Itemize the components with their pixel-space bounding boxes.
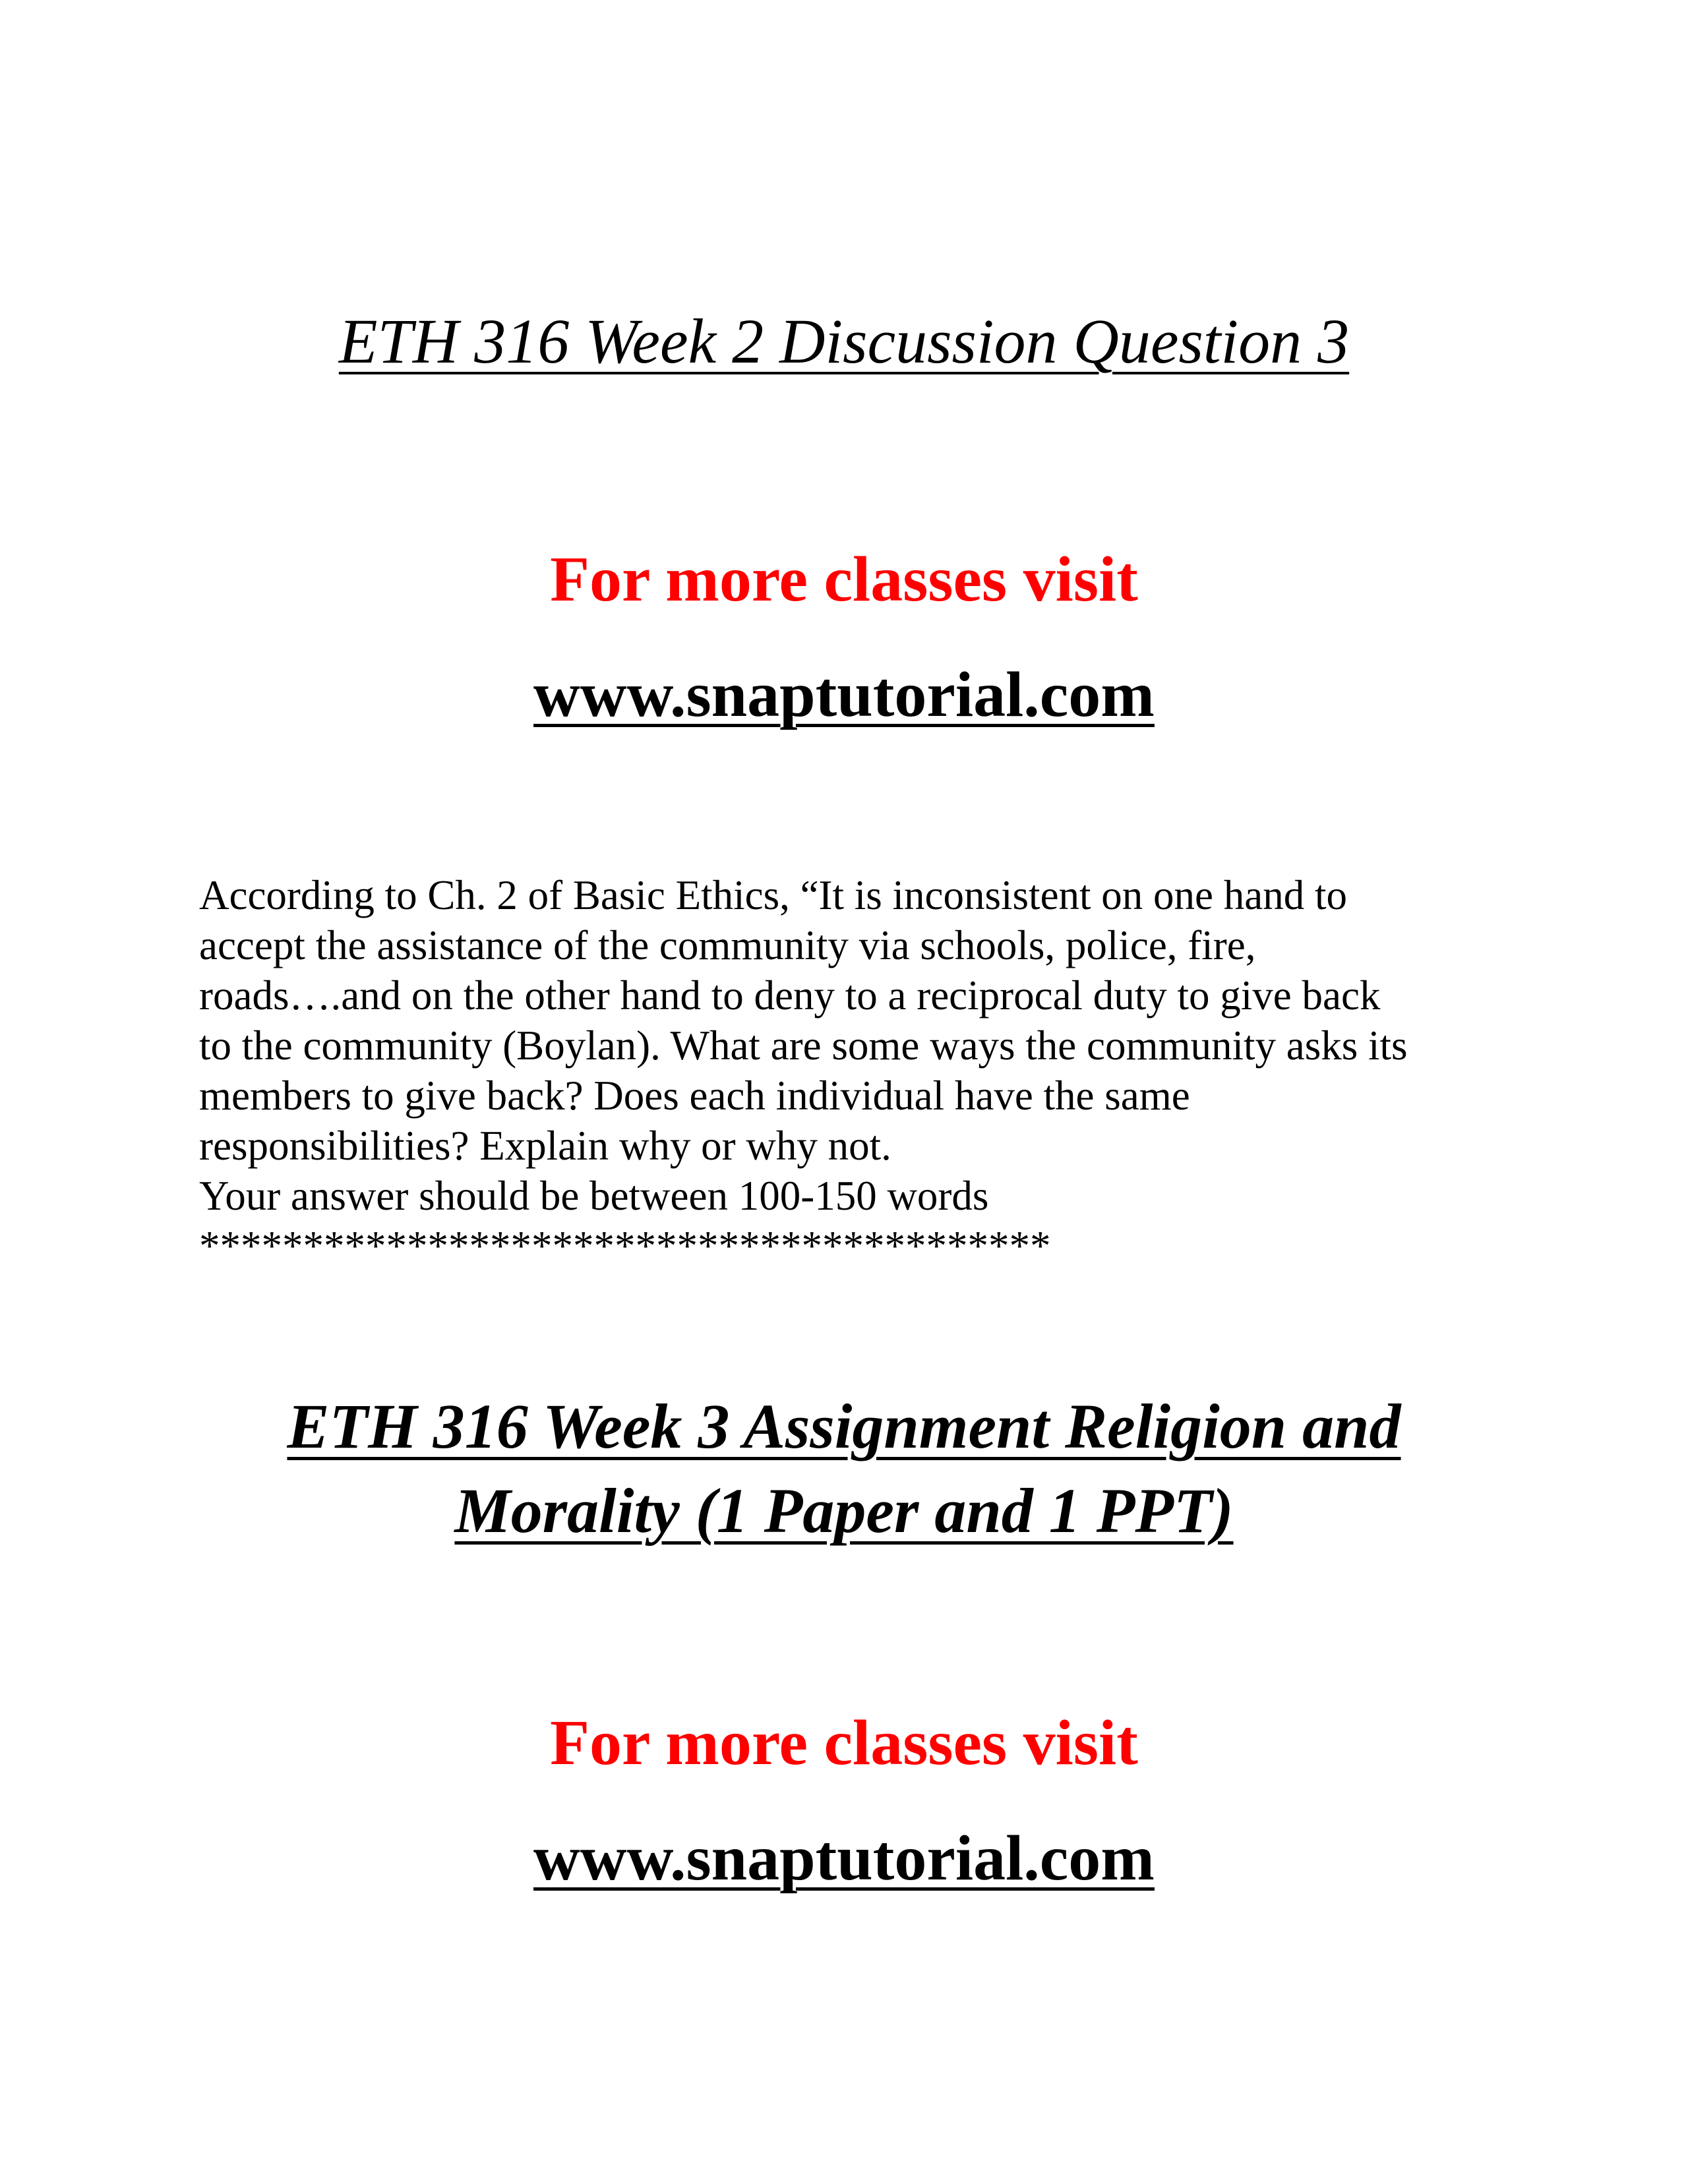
body-line: members to give back? Does each individual have the same [199,1073,1190,1119]
section1-link-wrap [0,659,1688,730]
section2-promo-wrap [0,1707,1688,1779]
body-line: to the community (Boylan). What are some ways the community asks its [199,1022,1408,1069]
section2-title-wrap [0,1384,1688,1553]
body-line: accept the assistance of the community via schools, police, fire, [199,922,1256,968]
section2-link-wrap [0,1823,1688,1894]
section1-promo-wrap [0,544,1688,615]
section1-promo-text: For more classes visit [550,544,1138,615]
section2-promo-text: For more classes visit [550,1707,1138,1779]
section1-title: ETH 316 Week 2 Discussion Question 3 [338,306,1350,376]
section2-title-line-1: ETH 316 Week 3 Assignment Religion and [287,1391,1401,1461]
section1-question-body [199,870,1518,1271]
section1-title-wrap [0,306,1688,376]
body-line: Your answer should be between 100-150 words [199,1173,989,1219]
body-line: According to Ch. 2 of Basic Ethics, “It is inconsistent on one hand to [199,872,1347,918]
section2-title-line-2: Morality (1 Paper and 1 PPT) [454,1475,1234,1546]
body-line: responsibilities? Explain why or why not. [199,1123,891,1169]
separator-asterisks: ***************************************** [199,1223,1051,1269]
section1-website-link[interactable]: www.snaptutorial.com [533,659,1155,730]
section2-website-link[interactable]: www.snaptutorial.com [533,1823,1155,1894]
body-line: roads….and on the other hand to deny to a reciprocal duty to give back [199,972,1381,1018]
